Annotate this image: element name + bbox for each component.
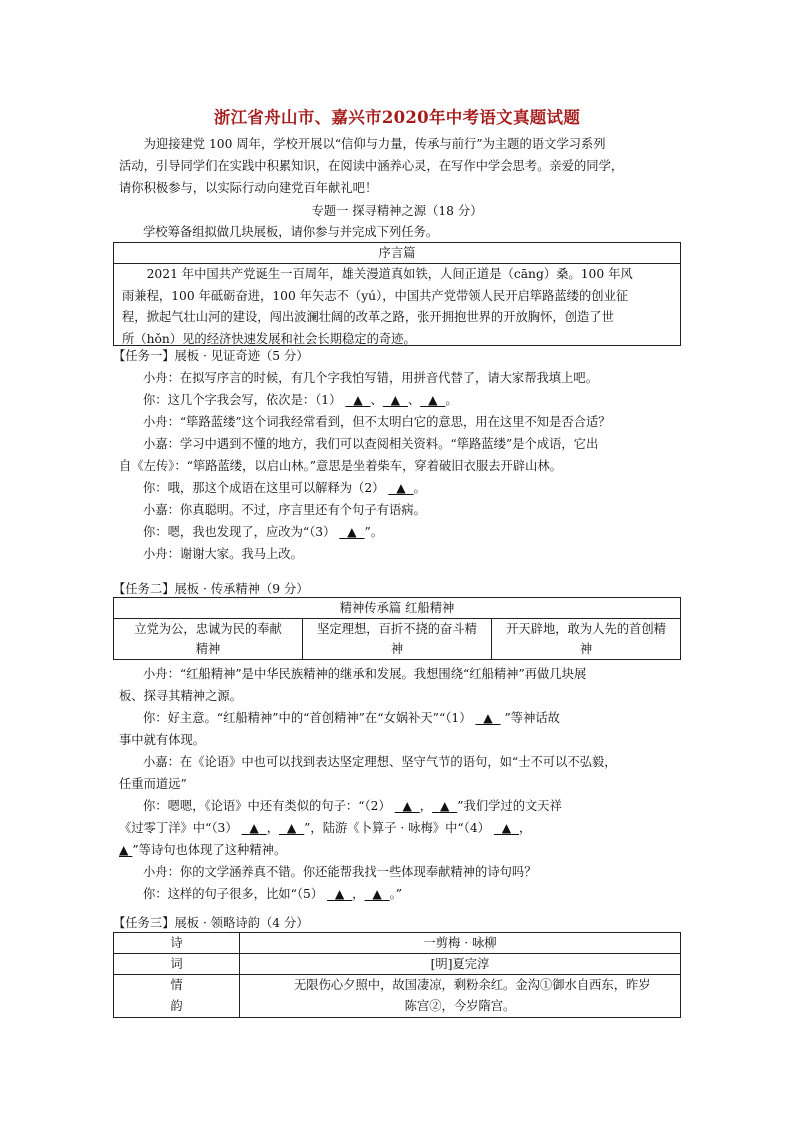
task2-line-2: 板、探寻其精神之源。 <box>119 689 242 703</box>
task1-header: 【任务一】展板 · 见证奇迹（5 分） <box>113 349 309 363</box>
preface-box <box>113 242 681 346</box>
task2-line-7: 你：嗯嗯，《论语》中还有类似的句子：“（2） ▲ ， ▲ ”我们学过的文天祥 <box>143 799 562 813</box>
task2-line-9: ▲ ”等诗句也体现了这种精神。 <box>119 843 287 857</box>
task2-line-11: 你：这样的句子很多，比如“（5） ▲ ， ▲ 。” <box>143 887 403 901</box>
task1-line-3: 小舟：“筚路蓝缕”这个词我经常看到，但不太明白它的意思，用在这里不知是否合适？ <box>143 415 611 429</box>
spirit-cell-pioneer: 开天辟地，敢为人先的首创精 神 <box>492 619 681 660</box>
task1-line-1: 小舟：在拟写序言的时候，有几个字我怕写错，用拼音代替了，请大家帮我填上吧。 <box>143 371 598 385</box>
task2-header: 【任务二】展板 · 传承精神（9 分） <box>113 582 309 596</box>
task1-line-8: 你：嗯，我也发现了，应改为“（3） ▲ ”。 <box>143 525 384 539</box>
task1-line-4: 小嘉：学习中遇到不懂的地方，我们可以查阅相关资料。“筚路蓝缕”是个成语，它出 <box>143 437 599 451</box>
answer-blank-t2-2b[interactable]: ▲ <box>439 799 450 813</box>
answer-blank-t2-3b[interactable]: ▲ <box>286 821 297 835</box>
task3-header: 【任务三】展板 · 领略诗韵（4 分） <box>113 916 309 930</box>
task2-line-6: 任重而道远” <box>119 777 187 791</box>
side-label-shi: 诗 <box>114 933 240 954</box>
task2-line-4: 事中就有体现。 <box>119 733 206 747</box>
poem-author: [明]夏完淳 <box>240 954 681 975</box>
intro-line-1: 为迎接建党 100 周年，学校开展以“信仰与力量，传承与前行”为主题的语文学习系列 <box>143 137 606 151</box>
task2-line-1: 小舟：“红船精神”是中华民族精神的继承和发展。我想围绕“红船精神”再做几块展 <box>143 667 587 681</box>
answer-blank-t2-4a[interactable]: ▲ <box>501 821 512 835</box>
answer-blank-3[interactable]: ▲ <box>347 525 357 539</box>
task1-answer-prompt: 你：这几个字我会写，依次是：（1） <box>143 393 342 407</box>
task2-line-10: 小舟：你的文学涵养真不错。你还能帮我找一些体现奉献精神的诗句吗？ <box>143 865 537 879</box>
answer-blank-2[interactable]: ▲ <box>396 481 406 495</box>
answer-blank-1-2[interactable]: ▲ <box>390 393 401 407</box>
task2-line-8: 《过零丁洋》中“（3） ▲ ， ▲ ”，陆游《卜算子 · 咏梅》中“（4） ▲ ， <box>119 821 532 835</box>
poem-body: 无限伤心夕照中，故国凄凉，剩粉余红。金沟①御水自西东，昨岁 陈宫②，今岁隋宫。 <box>240 975 681 1018</box>
answer-blank-t2-3a[interactable]: ▲ <box>249 821 259 835</box>
poem-table <box>113 932 681 1018</box>
answer-blank-1-1[interactable]: ▲ <box>353 393 363 407</box>
intro-line-2: 活动，引导同学们在实践中积累知识，在阅读中涵养心灵，在写作中学会思考。亲爱的同学， <box>119 159 624 173</box>
preface-line-4: 所（hǒn）见的经济快速发展和社会长期稳定的奇迹。 <box>122 331 416 346</box>
topic-heading: 专题一 探寻精神之源（18 分） <box>311 204 483 218</box>
answer-blank-t2-2a[interactable]: ▲ <box>402 799 412 813</box>
task2-line-3: 你：好主意。“红船精神”中的“首创精神”在“女娲补天”“（1） ▲ ”等神话故 <box>143 711 560 725</box>
poem-title: 一剪梅 · 咏柳 <box>240 933 681 954</box>
side-label-ci: 词 <box>114 954 240 975</box>
task2-line-5: 小嘉：在《论语》中也可以找到表达坚定理想、坚守气节的语句，如“士不可以不弘毅， <box>143 755 617 769</box>
answer-blank-t2-1[interactable]: ▲ <box>483 711 493 725</box>
page-title: 浙江省舟山市、嘉兴市2020年中考语文真题试题 <box>213 108 581 127</box>
answer-blank-1-3[interactable]: ▲ <box>428 393 438 407</box>
answer-blank-t2-5b[interactable]: ▲ <box>372 887 382 901</box>
preface-line-1: 2021 年中国共产党诞生一百周年，雄关漫道真如铁，人间正道是（cāng）桑。100 年风 <box>146 267 633 281</box>
side-label-qingyun: 情 韵 <box>114 975 240 1018</box>
task1-line-5: 自《左传》：“筚路蓝缕，以启山林。”意思是坐着柴车，穿着破旧衣服去开辟山林。 <box>119 459 562 473</box>
preface-heading: 序言篇 <box>114 243 680 264</box>
task1-line-7: 小嘉：你真聪明。不过，序言里还有个句子有语病。 <box>143 503 426 517</box>
task1-line-2: 你：这几个字我会写，依次是：（1） ▲ 、 ▲ 、 ▲ 。 <box>143 393 458 407</box>
spirit-table <box>113 597 681 660</box>
task1-line-9: 小舟：谢谢大家。我马上改。 <box>143 547 303 561</box>
answer-blank-t2-4b[interactable]: ▲ <box>119 843 129 857</box>
spirit-cell-struggle: 坚定理想，百折不挠的奋斗精 神 <box>303 619 492 660</box>
preface-line-3: 程，掀起气壮山河的建设，闯出波澜壮阔的改革之路，张开拥抱世界的开放胸怀，创造了世 <box>122 310 614 324</box>
task1-line-6: 你：哦，那这个成语在这里可以解释为（2） ▲ 。 <box>143 481 426 495</box>
answer-blank-t2-5a[interactable]: ▲ <box>334 887 345 901</box>
topic-lead: 学校筹备组拟做几块展板，请你参与并完成下列任务。 <box>143 225 439 239</box>
preface-line-2: 雨兼程，100 年砥砺奋进，100 年矢志不（yú），中国共产党带领人民开启筚路蓝缕的创业征 <box>122 288 629 303</box>
intro-line-3: 请你积极参与，以实际行动向建党百年献礼吧！ <box>119 181 378 195</box>
spirit-table-title: 精神传承篇 红船精神 <box>114 598 681 619</box>
spirit-cell-dedication: 立党为公，忠诚为民的奉献 精神 <box>114 619 303 660</box>
